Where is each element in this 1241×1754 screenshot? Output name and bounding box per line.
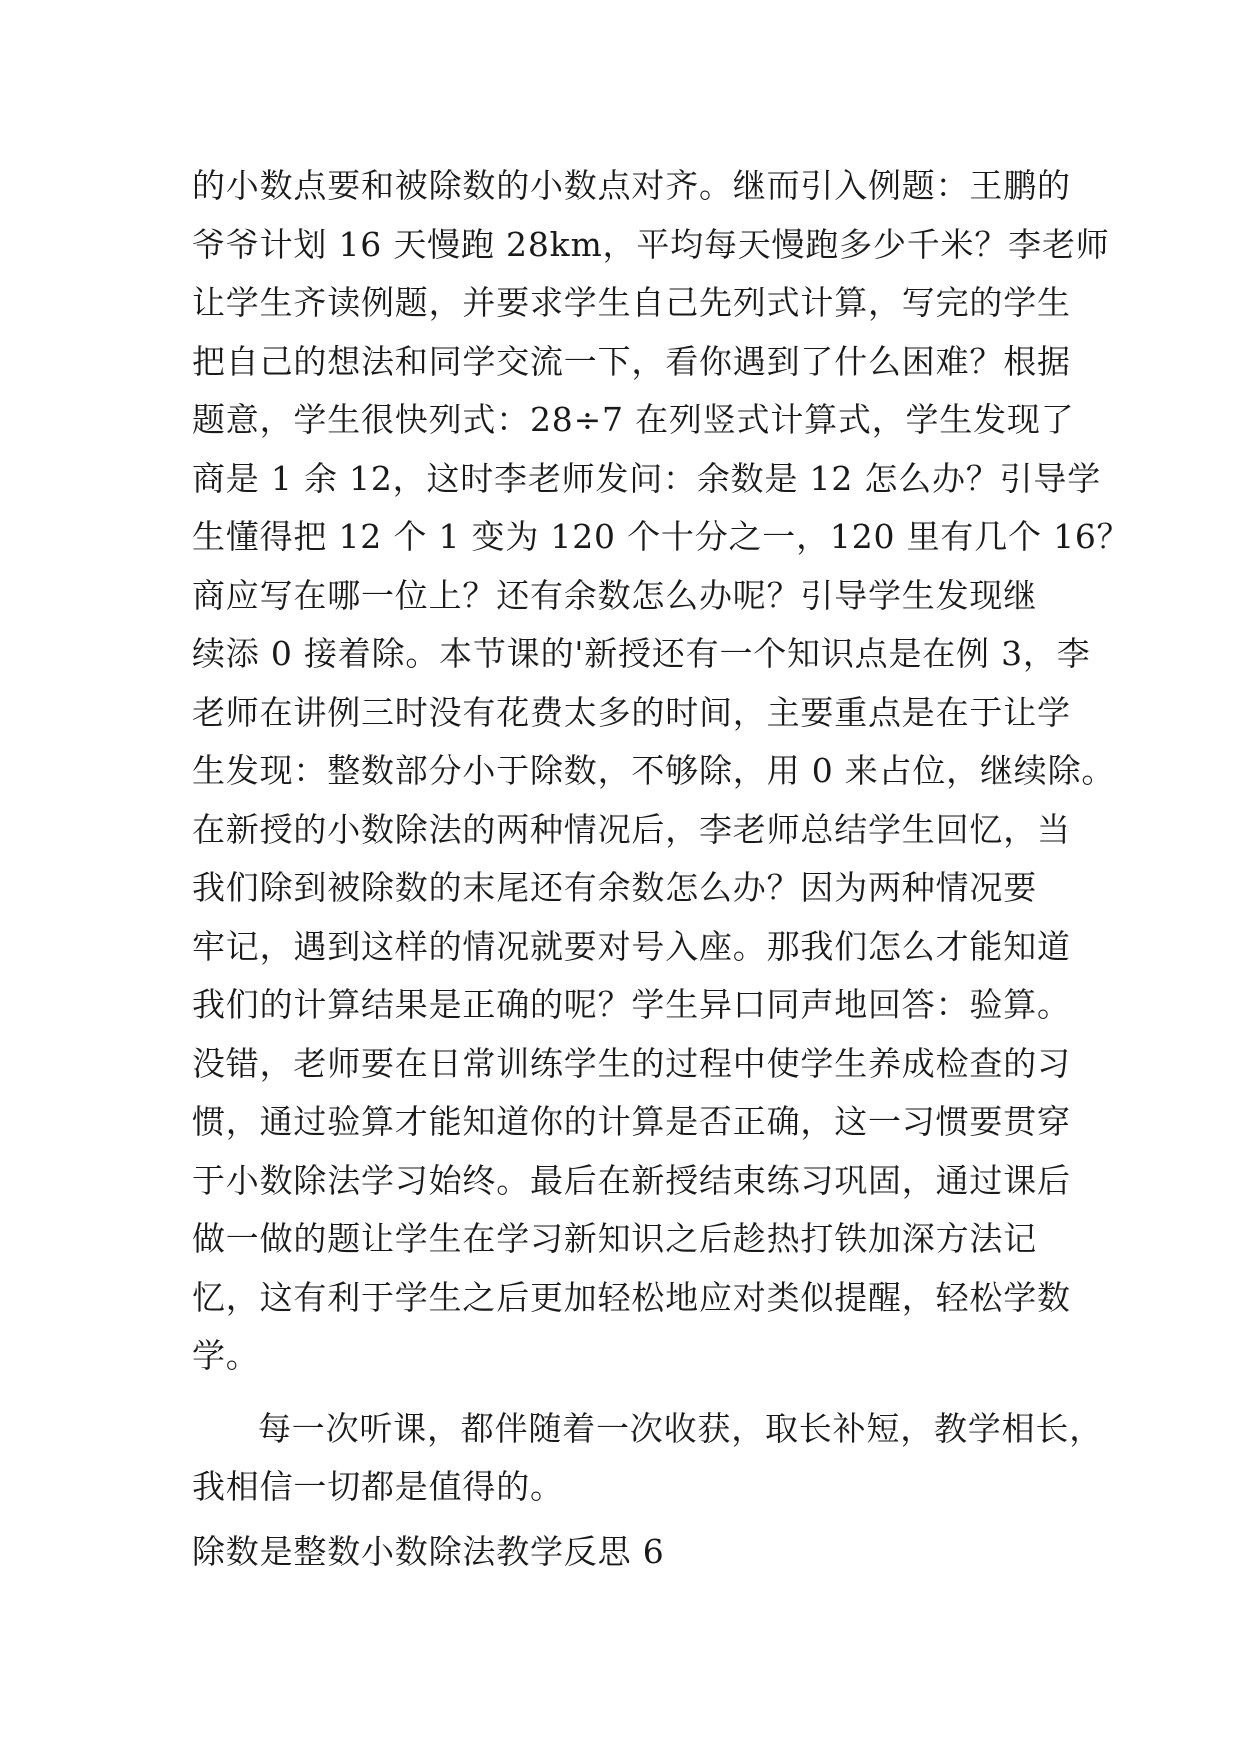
text-line: 让学生齐读例题，并要求学生自己先列式计算，写完的学生: [192, 283, 1071, 322]
text-line: 于小数除法学习始终。最后在新授结束练习巩固，通过课后: [192, 1160, 1071, 1200]
paragraph-2: [192, 1400, 1103, 1517]
text-line: 续添 0 接着除。本节课的'新授还有一个知识点是在例 3，李: [192, 634, 1091, 673]
text-line: 惯，通过验算才能知道你的计算是否正确，这一习惯要贯穿: [192, 1102, 1071, 1141]
text-line: 在新授的小数除法的两种情况后，李老师总结学生回忆，当: [192, 809, 1071, 849]
text-line: 商是 1 余 12，这时李老师发问：余数是 12 怎么办？引导学: [192, 458, 1102, 498]
text-line: 做一做的题让学生在学习新知识之后趁热打铁加深方法记: [192, 1219, 1037, 1258]
text-line: 每一次听课，都伴随着一次收获，取长补短，教学相长，: [258, 1408, 1103, 1448]
text-line: 牢记，遇到这样的情况就要对号入座。那我们怎么才能知道: [192, 926, 1071, 966]
text-line: 没错，老师要在日常训练学生的过程中使学生养成检查的习: [192, 1043, 1071, 1083]
text-line: 我们除到被除数的末尾还有余数怎么办？因为两种情况要: [192, 868, 1037, 907]
text-line: 我相信一切都是值得的。: [192, 1467, 564, 1506]
text-line: 我们的计算结果是正确的呢？学生异口同声地回答：验算。: [192, 985, 1071, 1024]
section-heading-text: 除数是整数小数除法教学反思 6: [192, 1531, 665, 1571]
text-line: 把自己的想法和同学交流一下，看你遇到了什么困难？根据: [192, 341, 1071, 381]
text-line: 题意，学生很快列式：28÷7 在列竖式计算式，学生发现了: [192, 400, 1075, 439]
text-line: 爷爷计划 16 天慢跑 28km，平均每天慢跑多少千米？李老师: [192, 224, 1110, 264]
text-line: 学。: [192, 1336, 260, 1375]
text-line: 老师在讲例三时没有花费太多的时间，主要重点是在于让学: [192, 692, 1071, 732]
text-line: 忆，这有利于学生之后更加轻松地应对类似提醒，轻松学数: [192, 1277, 1071, 1317]
text-line: 的小数点要和被除数的小数点对齐。继而引入例题：王鹏的: [192, 166, 1071, 205]
paragraph-1: [192, 157, 1131, 1386]
section-heading: [192, 1523, 1072, 1582]
text-line: 生懂得把 12 个 1 变为 120 个十分之一，120 里有几个 16？: [192, 517, 1131, 556]
document-body: [192, 157, 1131, 1581]
text-line: 商应写在哪一位上？还有余数怎么办呢？引导学生发现继: [192, 575, 1037, 615]
text-line: 生发现：整数部分小于除数，不够除，用 0 来占位，继续除。: [192, 751, 1116, 790]
